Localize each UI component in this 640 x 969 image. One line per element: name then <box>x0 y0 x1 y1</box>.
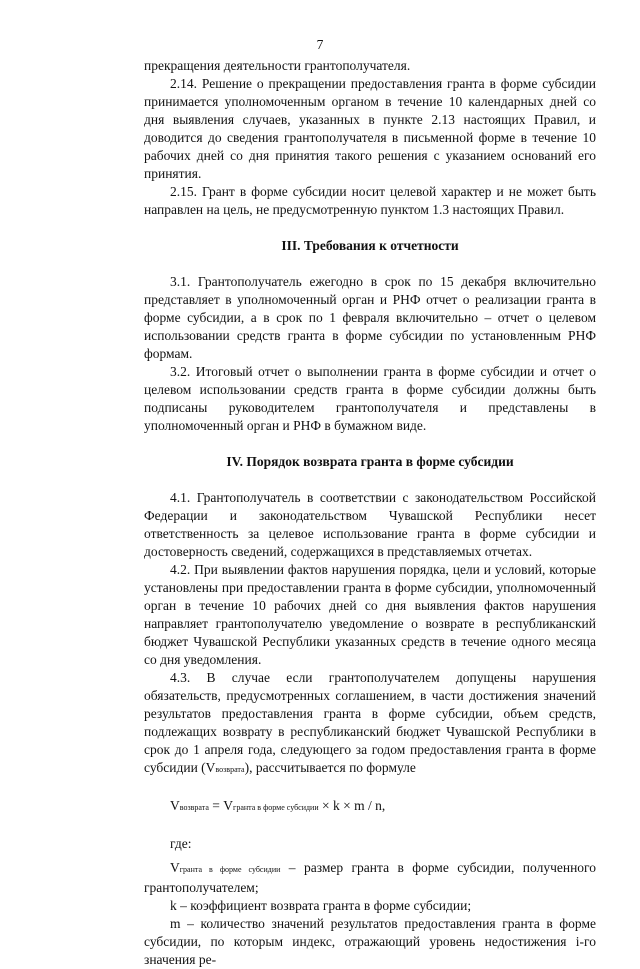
page-number: 7 <box>316 37 324 52</box>
section-heading-3: III. Требования к отчетности <box>281 238 459 253</box>
formula <box>144 797 596 817</box>
definition-k: k – коэффициент возврата гранта в форме субсидии; <box>170 898 472 913</box>
section-heading-4: IV. Порядок возврата гранта в форме субсидии <box>226 454 514 469</box>
definition-text: – размер гранта в форме субсидии, полученного грантополучателем; <box>144 860 596 895</box>
document-body <box>144 57 596 969</box>
paragraph-2-14: 2.14. Решение о прекращении предоставления гранта в форме субсидии принимается уполномоченным органом в течение 10 календарных дней со дня выявления случаев, указанных в пункте 2.13 настоящих Правил, и доводится до сведения грантополучателя в письменной форме в течение 10 рабочих дней со дня принятия такого решения с указанием оснований его принятия. <box>144 76 596 181</box>
formula-subscript: возврата <box>179 803 209 812</box>
definition-m: m – количество значений результатов предоставления гранта в форме субсидии, по которым индекс, отражающий уровень недостижения i-го значения ре- <box>144 916 596 967</box>
formula-equals: = V <box>208 798 234 813</box>
subscript: возврата <box>215 765 245 774</box>
formula-rest: × k × m / n, <box>318 798 386 813</box>
paragraph-2-15: 2.15. Грант в форме субсидии носит целевой характер и не может быть направлен на цель, не предусмотренную пунктом 1.3 настоящих Правил. <box>144 184 596 217</box>
paragraph-4-3 <box>144 669 596 779</box>
definition-symbol: V <box>170 860 180 875</box>
where-label: где: <box>170 836 192 851</box>
paragraph-4-3-tail: ), рассчитывается по формуле <box>244 760 416 775</box>
paragraph: прекращения деятельности грантополучателя. <box>144 58 411 73</box>
definition-v <box>144 859 596 897</box>
paragraph-3-1: 3.1. Грантополучатель ежегодно в срок по 15 декабря включительно представляет в уполномоченный орган и РНФ отчет о реализации гранта в форме субсидии, а в срок по 1 февраля включительно – отчет о целевом использовании средств гранта в форме субсидии по установленным РНФ формам. <box>144 274 596 361</box>
paragraph-4-3-text: 4.3. В случае если грантополучателем допущены нарушения обязательств, предусмотренных соглашением, в части достижения значений результатов предоставления гранта в форме субсидии, объем средств, подлежащих возврату в республиканский бюджет Чувашской Республики в срок до 1 апреля года, следующего за годом предоставления гранта в форме субсидии (V <box>144 670 596 775</box>
formula-subscript: гранта в форме субсидии <box>233 803 319 812</box>
formula-v: V <box>170 798 180 813</box>
definition-subscript: гранта в форме субсидии <box>179 865 281 874</box>
paragraph-4-2: 4.2. При выявлении фактов нарушения порядка, цели и условий, которые установлены при предоставлении гранта в форме субсидии, уполномоченный орган в течение 10 рабочих дней со дня выявления фактов нарушения направляет грантополучателю уведомление о возврате в республиканский бюджет Чувашской Республики указанных средств в течение одного месяца со дня уведомления. <box>144 562 596 667</box>
paragraph-3-2: 3.2. Итоговый отчет о выполнении гранта в форме субсидии и отчет о целевом использовании средств гранта в форме субсидии должны быть подписаны руководителем грантополучателя и представлены в уполномоченный орган и РНФ в бумажном виде. <box>144 364 596 433</box>
paragraph-4-1: 4.1. Грантополучатель в соответствии с законодательством Российской Федерации и законодательством Чувашской Республики несет ответственность за целевое использование гранта в форме субсидии и достоверность сведений, содержащихся в представляемых отчетах. <box>144 490 596 559</box>
